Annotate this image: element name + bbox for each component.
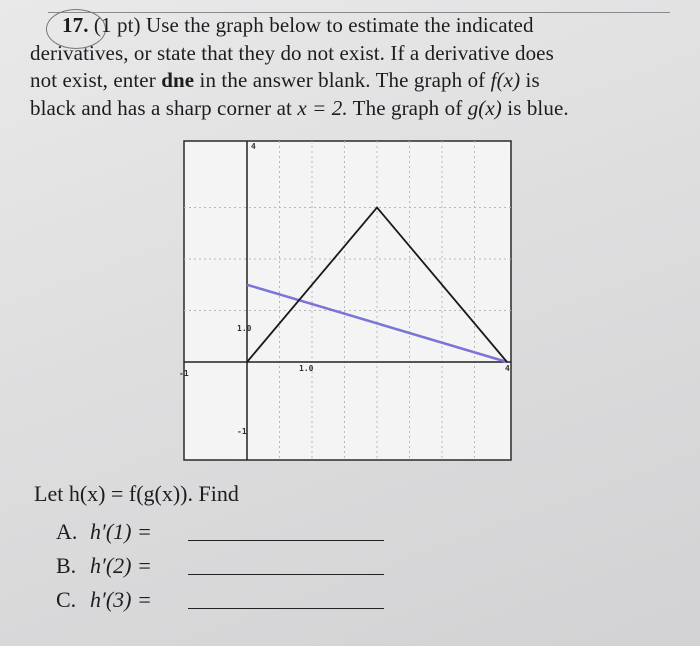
function-graph	[175, 138, 515, 464]
question-c-expr: h′(3) =	[90, 587, 152, 612]
problem-prompt	[30, 12, 678, 122]
problem-number: 17.	[62, 13, 89, 37]
graph-frame	[184, 141, 511, 460]
answer-blank-a[interactable]	[188, 540, 384, 541]
answer-blank-b[interactable]	[188, 574, 384, 575]
prompt-text-3a: not exist, enter	[30, 68, 156, 92]
dne-keyword: dne	[161, 68, 195, 92]
prompt-text-4a: black and has a sharp corner at	[30, 95, 292, 120]
tick-label-x-right: 4	[505, 364, 510, 373]
prompt-text-4b: The graph of	[352, 95, 463, 120]
question-c-label: C.	[56, 587, 77, 612]
question-b-label: B.	[56, 553, 77, 578]
question-c	[56, 586, 152, 614]
corner-equation: x = 2.	[297, 95, 348, 120]
prompt-line-2: derivatives, or state that they do not exist. If a derivative does	[30, 40, 554, 65]
question-b	[56, 552, 152, 580]
prompt-line-1	[30, 12, 678, 40]
find-text: Let h(x) = f(g(x)). Find	[34, 481, 239, 506]
question-a-label: A.	[56, 519, 78, 544]
tick-label-x-mid: 1.0	[299, 364, 314, 373]
prompt-text-1: Use the graph below to estimate the indicated	[145, 13, 534, 37]
prompt-text-is: is	[525, 68, 540, 92]
fx-term: f(x)	[490, 68, 521, 92]
prompt-text-4c: is blue.	[507, 95, 569, 120]
find-instruction	[34, 480, 239, 508]
prompt-line-3	[30, 67, 678, 95]
question-a	[56, 518, 152, 546]
tick-label-x-left: -1	[179, 369, 189, 378]
tick-label-y-bottom: -1	[237, 427, 247, 436]
question-b-expr: h′(2) =	[90, 553, 152, 578]
answer-blank-c[interactable]	[188, 608, 384, 609]
problem-points: (1 pt)	[93, 13, 141, 37]
question-a-expr: h′(1) =	[90, 519, 152, 544]
prompt-line-4	[30, 95, 678, 123]
tick-label-y-top: 4	[251, 142, 256, 151]
gx-term: g(x)	[467, 95, 502, 120]
tick-label-y-mid: 1.0	[237, 324, 252, 333]
prompt-text-3b: in the answer blank. The graph of	[199, 68, 486, 92]
